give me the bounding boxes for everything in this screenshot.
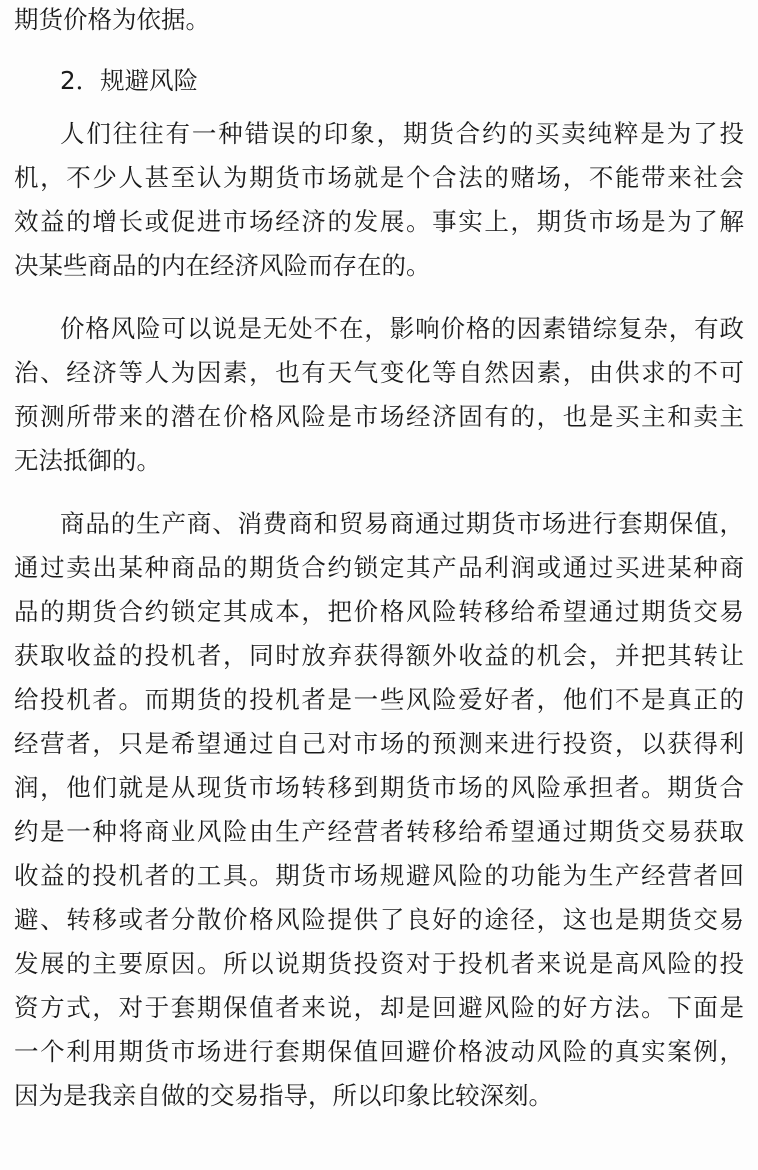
paragraph-line: 人们往往有一种错误的印象，期货合约的买卖纯粹是为了投 — [60, 119, 744, 148]
paragraph-line: 机，不少人甚至认为期货市场就是个合法的赌场，不能带来社会 — [14, 163, 744, 192]
paragraph-line: 给投机者。而期货的投机者是一些风险爱好者，他们不是真正的 — [14, 685, 744, 714]
paragraph-line: 决某些商品的内在经济风险而存在的。 — [14, 251, 431, 280]
paragraph-line: 通过卖出某种商品的期货合约锁定其产品利润或通过买进某种商 — [14, 553, 744, 582]
paragraph-line: 发展的主要原因。所以说期货投资对于投机者来说是高风险的投 — [14, 949, 744, 978]
paragraph-line: 资方式，对于套期保值者来说，却是回避风险的好方法。下面是 — [14, 993, 744, 1022]
paragraph-line: 收益的投机者的工具。期货市场规避风险的功能为生产经营者回 — [14, 861, 744, 890]
paragraph-line: 商品的生产商、消费商和贸易商通过期货市场进行套期保值， — [60, 509, 744, 538]
paragraph-line: 约是一种将商业风险由生产经营者转移给希望通过期货交易获取 — [14, 817, 744, 846]
paragraph-line: 预测所带来的潜在价格风险是市场经济固有的，也是买主和卖主 — [14, 402, 744, 431]
section-heading: 2．规避风险 — [60, 66, 199, 95]
paragraph-line: 获取收益的投机者，同时放弃获得额外收益的机会，并把其转让 — [14, 641, 744, 670]
paragraph-line: 治、经济等人为因素，也有天气变化等自然因素，由供求的不可 — [14, 358, 744, 387]
paragraph-line: 润，他们就是从现货市场转移到期货市场的风险承担者。期货合 — [14, 773, 744, 802]
paragraph-line: 无法抵御的。 — [14, 446, 161, 475]
paragraph-line: 品的期货合约锁定其成本，把价格风险转移给希望通过期货交易 — [14, 597, 744, 626]
lead-line: 期货价格为依据。 — [14, 5, 210, 34]
paragraph-line: 因为是我亲自做的交易指导，所以印象比较深刻。 — [14, 1081, 553, 1110]
paragraph-line: 价格风险可以说是无处不在，影响价格的因素错综复杂，有政 — [60, 314, 744, 343]
paragraph-line: 效益的增长或促进市场经济的发展。事实上，期货市场是为了解 — [14, 207, 744, 236]
paragraph-line: 经营者，只是希望通过自己对市场的预测来进行投资，以获得利 — [14, 729, 744, 758]
paragraph-line: 避、转移或者分散价格风险提供了良好的途径，这也是期货交易 — [14, 905, 744, 934]
paragraph-line: 一个利用期货市场进行套期保值回避价格波动风险的真实案例， — [14, 1037, 744, 1066]
